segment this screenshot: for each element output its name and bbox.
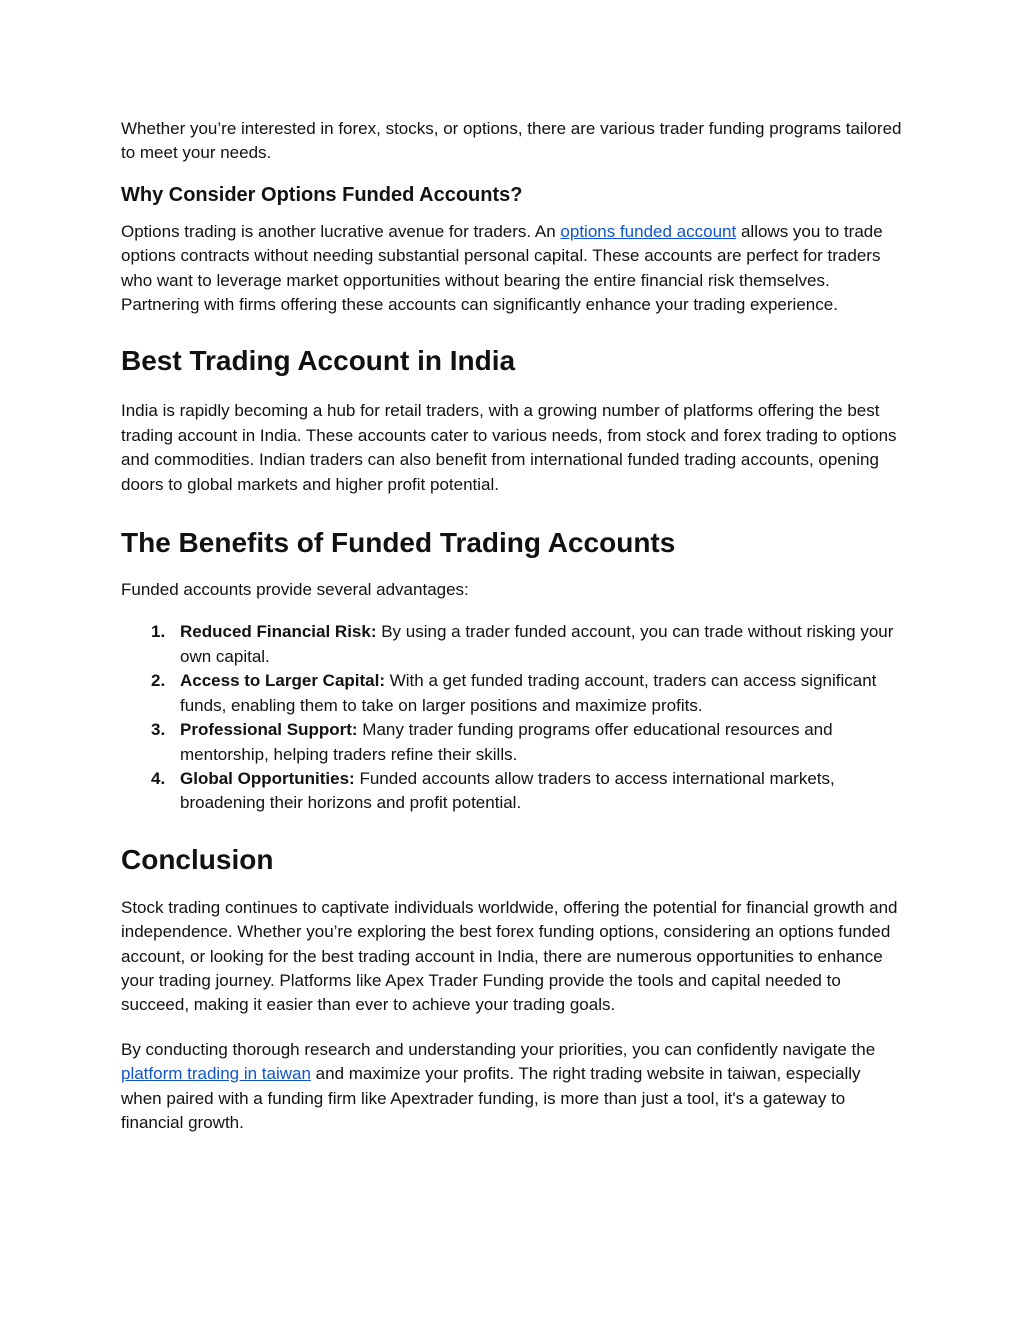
benefits-intro: Funded accounts provide several advantages:	[121, 580, 469, 600]
conclusion-text-after: and maximize your profits. The right trading website in taiwan, especially when paired with a funding firm like Apextrader funding, is more than just a tool, it's a gateway to financial growth.	[121, 1064, 861, 1132]
conclusion-text-before: By conducting thorough research and understanding your priorities, you can confidently navigate the	[121, 1039, 876, 1059]
options-text-after: allows you to trade options contracts without needing substantial personal capital. These accounts are perfect for traders who want to leverage market opportunities without bearing the entire financial risk themselves. Partnering with firms offering these accounts can significantly enhance your trading experience.	[121, 221, 883, 315]
list-item-text: By using a trader funded account, you can trade without risking your own capital.	[180, 622, 894, 666]
list-item-number: 1.	[151, 622, 166, 642]
list-item-term: Professional Support:	[180, 720, 358, 740]
list-item-text: With a get funded trading account, traders can access significant funds, enabling them to take on larger positions and maximize profits.	[180, 671, 877, 715]
best-india-paragraph: India is rapidly becoming a hub for retail traders, with a growing number of platforms offering the best trading account in India. These accounts cater to various needs, from stock and forex trading to options and commodities. Indian traders can also benefit from international funded trading accounts, opening doors to global markets and higher profit potential.	[121, 401, 897, 494]
list-item-term: Reduced Financial Risk:	[180, 622, 377, 642]
list-item	[151, 669, 904, 718]
best-india-heading: Best Trading Account in India	[121, 345, 516, 377]
list-item-term: Global Opportunities:	[180, 768, 355, 788]
list-item	[151, 620, 904, 669]
list-item-number: 4.	[151, 768, 166, 788]
benefits-list	[121, 620, 904, 815]
platform-trading-taiwan-link[interactable]: platform trading in taiwan	[121, 1064, 311, 1084]
options-text-before: Options trading is another lucrative avenue for traders. An	[121, 221, 561, 241]
list-item-number: 3.	[151, 720, 166, 740]
conclusion-heading: Conclusion	[121, 843, 274, 875]
list-item-number: 2.	[151, 671, 166, 691]
conclusion-paragraph-2	[121, 1038, 904, 1136]
list-item-text: Funded accounts allow traders to access international markets, broadening their horizons and profit potential.	[180, 768, 835, 813]
benefits-heading: The Benefits of Funded Trading Accounts	[121, 527, 676, 559]
options-paragraph	[121, 220, 904, 318]
list-item	[151, 718, 904, 767]
intro-paragraph: Whether you’re interested in forex, stocks, or options, there are various trader funding programs tailored to meet your needs.	[121, 119, 902, 163]
list-item-term: Access to Larger Capital:	[180, 671, 386, 691]
why-options-heading: Why Consider Options Funded Accounts?	[121, 183, 523, 206]
list-item-text: Many trader funding programs offer educational resources and mentorship, helping traders refine their skills.	[180, 720, 833, 764]
options-funded-account-link[interactable]: options funded account	[560, 221, 737, 241]
list-item	[151, 767, 904, 816]
conclusion-paragraph-1: Stock trading continues to captivate individuals worldwide, offering the potential for financial growth and independence. Whether you’re exploring the best forex funding options, considering an options funded account, or looking for the best trading account in India, there are numerous opportunities to enhance your trading journey. Platforms like Apex Trader Funding provide the tools and capital needed to succeed, making it easier than ever to achieve your trading goals.	[121, 897, 898, 1015]
